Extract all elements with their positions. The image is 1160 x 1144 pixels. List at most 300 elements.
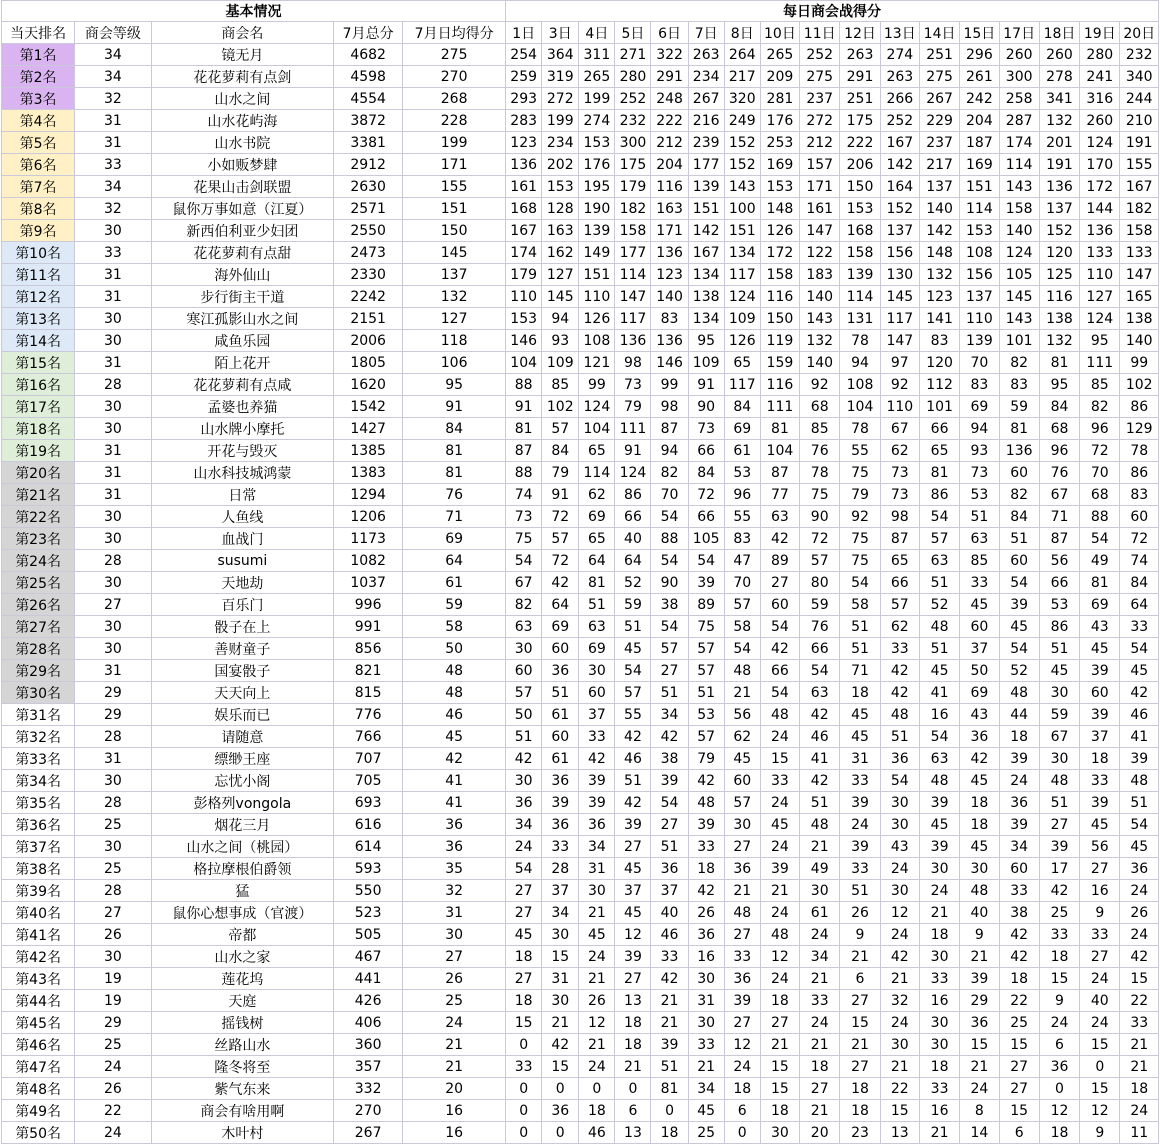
july-total-cell: 4682 bbox=[334, 44, 403, 66]
daily-score-cell: 136 bbox=[506, 154, 542, 176]
daily-score-cell: 210 bbox=[1120, 110, 1159, 132]
daily-score-cell: 74 bbox=[1120, 550, 1159, 572]
july-daily-avg-cell: 35 bbox=[403, 858, 506, 880]
level-cell: 30 bbox=[75, 220, 151, 242]
daily-score-cell: 45 bbox=[1080, 638, 1120, 660]
daily-score-cell: 45 bbox=[1120, 660, 1159, 682]
daily-score-cell: 172 bbox=[1080, 176, 1120, 198]
daily-score-cell: 39 bbox=[615, 814, 651, 836]
daily-score-cell: 64 bbox=[615, 550, 651, 572]
table-row bbox=[2, 902, 1159, 924]
daily-score-cell: 87 bbox=[1039, 528, 1079, 550]
level-cell: 31 bbox=[75, 440, 151, 462]
daily-score-cell: 15 bbox=[760, 1056, 799, 1078]
july-daily-avg-cell: 151 bbox=[403, 198, 506, 220]
july-daily-avg-cell: 27 bbox=[403, 946, 506, 968]
daily-score-cell: 87 bbox=[880, 528, 919, 550]
daily-score-cell: 216 bbox=[688, 110, 724, 132]
daily-score-cell: 62 bbox=[880, 440, 919, 462]
daily-score-cell: 137 bbox=[1039, 198, 1079, 220]
daily-score-cell: 72 bbox=[1080, 440, 1120, 462]
daily-score-cell: 33 bbox=[1039, 924, 1079, 946]
daily-score-cell: 283 bbox=[506, 110, 542, 132]
daily-score-cell: 55 bbox=[615, 704, 651, 726]
daily-score-cell: 54 bbox=[615, 660, 651, 682]
daily-score-cell: 81 bbox=[999, 418, 1039, 440]
daily-score-cell: 18 bbox=[579, 1100, 615, 1122]
rank-cell: 第29名 bbox=[2, 660, 75, 682]
daily-score-cell: 39 bbox=[542, 792, 579, 814]
guild-name-cell: 陌上花开 bbox=[151, 352, 334, 374]
daily-score-cell: 75 bbox=[506, 528, 542, 550]
daily-score-cell: 54 bbox=[651, 792, 688, 814]
daily-score-cell: 36 bbox=[999, 792, 1039, 814]
daily-score-cell: 202 bbox=[542, 154, 579, 176]
guild-name-cell: 烟花三月 bbox=[151, 814, 334, 836]
daily-score-cell: 21 bbox=[760, 880, 799, 902]
daily-score-cell: 176 bbox=[760, 110, 799, 132]
rank-cell: 第2名 bbox=[2, 66, 75, 88]
daily-score-cell: 251 bbox=[919, 44, 959, 66]
daily-score-cell: 99 bbox=[579, 374, 615, 396]
daily-score-cell: 114 bbox=[579, 462, 615, 484]
daily-score-cell: 45 bbox=[840, 726, 880, 748]
guild-name-cell: 缥缈王座 bbox=[151, 748, 334, 770]
daily-score-cell: 21 bbox=[800, 1100, 840, 1122]
daily-score-cell: 30 bbox=[688, 1012, 724, 1034]
daily-score-cell: 340 bbox=[1120, 66, 1159, 88]
daily-score-cell: 77 bbox=[760, 484, 799, 506]
daily-score-cell: 36 bbox=[1039, 1056, 1079, 1078]
daily-score-cell: 134 bbox=[724, 242, 760, 264]
daily-score-cell: 61 bbox=[800, 902, 840, 924]
daily-score-cell: 139 bbox=[840, 264, 880, 286]
daily-score-cell: 18 bbox=[760, 990, 799, 1012]
daily-score-cell: 27 bbox=[724, 1012, 760, 1034]
daily-score-cell: 70 bbox=[651, 484, 688, 506]
daily-score-cell: 199 bbox=[542, 110, 579, 132]
daily-score-cell: 68 bbox=[1080, 484, 1120, 506]
table-row bbox=[2, 242, 1159, 264]
daily-score-cell: 69 bbox=[579, 638, 615, 660]
july-daily-avg-cell: 50 bbox=[403, 638, 506, 660]
daily-score-cell: 52 bbox=[615, 572, 651, 594]
daily-score-cell: 41 bbox=[1120, 726, 1159, 748]
daily-score-cell: 34 bbox=[800, 946, 840, 968]
daily-score-cell: 40 bbox=[960, 902, 999, 924]
july-total-cell: 3872 bbox=[334, 110, 403, 132]
daily-score-cell: 232 bbox=[615, 110, 651, 132]
daily-score-cell: 60 bbox=[542, 726, 579, 748]
level-cell: 25 bbox=[75, 814, 151, 836]
daily-score-cell: 57 bbox=[919, 528, 959, 550]
daily-score-cell: 92 bbox=[800, 374, 840, 396]
daily-score-cell: 36 bbox=[542, 1100, 579, 1122]
daily-score-cell: 39 bbox=[999, 814, 1039, 836]
daily-score-cell: 24 bbox=[724, 1056, 760, 1078]
rank-cell: 第28名 bbox=[2, 638, 75, 660]
july-daily-avg-cell: 81 bbox=[403, 462, 506, 484]
rank-cell: 第37名 bbox=[2, 836, 75, 858]
daily-score-cell: 86 bbox=[1120, 396, 1159, 418]
daily-score-cell: 110 bbox=[880, 396, 919, 418]
daily-score-cell: 136 bbox=[651, 242, 688, 264]
daily-score-cell: 161 bbox=[800, 198, 840, 220]
daily-score-cell: 27 bbox=[651, 660, 688, 682]
daily-score-cell: 38 bbox=[651, 748, 688, 770]
level-cell: 30 bbox=[75, 836, 151, 858]
daily-score-cell: 75 bbox=[800, 484, 840, 506]
daily-score-cell: 40 bbox=[615, 528, 651, 550]
july-daily-avg-cell: 127 bbox=[403, 308, 506, 330]
july-daily-avg-cell: 58 bbox=[403, 616, 506, 638]
guild-name-cell: 木叶村 bbox=[151, 1122, 334, 1144]
rank-cell: 第6名 bbox=[2, 154, 75, 176]
daily-score-cell: 36 bbox=[688, 924, 724, 946]
daily-score-cell: 201 bbox=[1039, 132, 1079, 154]
daily-score-cell: 32 bbox=[880, 990, 919, 1012]
daily-score-cell: 9 bbox=[1039, 990, 1079, 1012]
daily-score-cell: 137 bbox=[960, 286, 999, 308]
table-row bbox=[2, 220, 1159, 242]
daily-score-cell: 12 bbox=[880, 902, 919, 924]
july-total-cell: 2242 bbox=[334, 286, 403, 308]
daily-score-cell: 45 bbox=[1039, 660, 1079, 682]
daily-score-cell: 51 bbox=[800, 792, 840, 814]
daily-score-cell: 79 bbox=[688, 748, 724, 770]
daily-score-cell: 21 bbox=[960, 946, 999, 968]
table-row bbox=[2, 1012, 1159, 1034]
daily-score-cell: 140 bbox=[919, 198, 959, 220]
rank-cell: 第46名 bbox=[2, 1034, 75, 1056]
daily-score-cell: 47 bbox=[724, 550, 760, 572]
daily-score-cell: 30 bbox=[579, 660, 615, 682]
daily-score-cell: 48 bbox=[960, 880, 999, 902]
daily-score-cell: 82 bbox=[999, 352, 1039, 374]
daily-score-cell: 30 bbox=[506, 638, 542, 660]
daily-score-cell: 20 bbox=[800, 1122, 840, 1144]
july-total-cell: 550 bbox=[334, 880, 403, 902]
daily-score-cell: 84 bbox=[999, 506, 1039, 528]
daily-score-cell: 18 bbox=[1039, 1122, 1079, 1144]
level-cell: 27 bbox=[75, 594, 151, 616]
rank-cell: 第26名 bbox=[2, 594, 75, 616]
daily-score-cell: 33 bbox=[651, 946, 688, 968]
daily-score-cell: 15 bbox=[542, 946, 579, 968]
daily-score-cell: 150 bbox=[840, 176, 880, 198]
daily-score-cell: 96 bbox=[1080, 418, 1120, 440]
table-row bbox=[2, 946, 1159, 968]
daily-score-cell: 167 bbox=[1120, 176, 1159, 198]
daily-score-cell: 66 bbox=[760, 660, 799, 682]
daily-score-cell: 112 bbox=[919, 374, 959, 396]
daily-score-cell: 21 bbox=[651, 990, 688, 1012]
daily-score-cell: 274 bbox=[579, 110, 615, 132]
daily-score-cell: 60 bbox=[760, 594, 799, 616]
july-daily-avg-cell: 46 bbox=[403, 704, 506, 726]
daily-score-cell: 204 bbox=[651, 154, 688, 176]
daily-score-cell: 13 bbox=[615, 990, 651, 1012]
daily-score-cell: 21 bbox=[880, 1056, 919, 1078]
daily-score-cell: 58 bbox=[840, 594, 880, 616]
daily-score-cell: 75 bbox=[840, 528, 880, 550]
daily-score-cell: 9 bbox=[1080, 1122, 1120, 1144]
table-row bbox=[2, 770, 1159, 792]
column-header-row bbox=[2, 22, 1159, 44]
table-row bbox=[2, 440, 1159, 462]
daily-score-cell: 46 bbox=[800, 726, 840, 748]
july-daily-avg-cell: 64 bbox=[403, 550, 506, 572]
daily-score-cell: 254 bbox=[506, 44, 542, 66]
daily-score-cell: 136 bbox=[651, 330, 688, 352]
daily-score-cell: 63 bbox=[960, 528, 999, 550]
daily-score-cell: 87 bbox=[651, 418, 688, 440]
daily-score-cell: 138 bbox=[1039, 308, 1079, 330]
column-header: 10日 bbox=[760, 22, 799, 44]
daily-score-cell: 33 bbox=[724, 946, 760, 968]
july-daily-avg-cell: 199 bbox=[403, 132, 506, 154]
column-header: 7月日均得分 bbox=[403, 22, 506, 44]
daily-score-cell: 30 bbox=[919, 1012, 959, 1034]
july-total-cell: 705 bbox=[334, 770, 403, 792]
guild-name-cell: 摇钱树 bbox=[151, 1012, 334, 1034]
daily-score-cell: 48 bbox=[880, 704, 919, 726]
daily-score-cell: 108 bbox=[960, 242, 999, 264]
daily-score-cell: 56 bbox=[724, 704, 760, 726]
daily-score-cell: 45 bbox=[615, 902, 651, 924]
level-cell: 28 bbox=[75, 726, 151, 748]
guild-name-cell: 海外仙山 bbox=[151, 264, 334, 286]
july-total-cell: 693 bbox=[334, 792, 403, 814]
july-total-cell: 523 bbox=[334, 902, 403, 924]
daily-score-cell: 95 bbox=[688, 330, 724, 352]
daily-score-cell: 30 bbox=[800, 880, 840, 902]
daily-score-cell: 168 bbox=[840, 220, 880, 242]
rank-cell: 第48名 bbox=[2, 1078, 75, 1100]
guild-name-cell: 格拉摩根伯爵领 bbox=[151, 858, 334, 880]
table-row bbox=[2, 154, 1159, 176]
daily-score-cell: 27 bbox=[840, 1056, 880, 1078]
daily-score-cell: 6 bbox=[999, 1122, 1039, 1144]
daily-score-cell: 75 bbox=[688, 616, 724, 638]
daily-score-cell: 64 bbox=[579, 550, 615, 572]
daily-score-cell: 54 bbox=[919, 726, 959, 748]
daily-score-cell: 49 bbox=[1080, 550, 1120, 572]
daily-score-cell: 21 bbox=[724, 880, 760, 902]
table-row bbox=[2, 308, 1159, 330]
daily-score-cell: 61 bbox=[542, 704, 579, 726]
daily-score-cell: 24 bbox=[1120, 880, 1159, 902]
july-daily-avg-cell: 268 bbox=[403, 88, 506, 110]
rank-cell: 第1名 bbox=[2, 44, 75, 66]
daily-score-cell: 156 bbox=[880, 242, 919, 264]
july-daily-avg-cell: 32 bbox=[403, 880, 506, 902]
daily-score-cell: 153 bbox=[542, 176, 579, 198]
rank-cell: 第11名 bbox=[2, 264, 75, 286]
rank-cell: 第4名 bbox=[2, 110, 75, 132]
daily-score-cell: 123 bbox=[919, 286, 959, 308]
daily-score-cell: 33 bbox=[1120, 616, 1159, 638]
daily-score-cell: 34 bbox=[688, 1078, 724, 1100]
table-row bbox=[2, 572, 1159, 594]
july-daily-avg-cell: 41 bbox=[403, 792, 506, 814]
daily-score-cell: 21 bbox=[724, 682, 760, 704]
table-row bbox=[2, 1056, 1159, 1078]
daily-score-cell: 93 bbox=[542, 330, 579, 352]
rank-cell: 第41名 bbox=[2, 924, 75, 946]
daily-score-cell: 199 bbox=[579, 88, 615, 110]
daily-score-cell: 89 bbox=[760, 550, 799, 572]
daily-score-cell: 67 bbox=[880, 418, 919, 440]
daily-score-cell: 76 bbox=[800, 440, 840, 462]
daily-score-cell: 124 bbox=[999, 242, 1039, 264]
level-cell: 30 bbox=[75, 308, 151, 330]
july-total-cell: 2330 bbox=[334, 264, 403, 286]
guild-name-cell: 镜无月 bbox=[151, 44, 334, 66]
daily-score-cell: 24 bbox=[1080, 1012, 1120, 1034]
daily-score-cell: 249 bbox=[724, 110, 760, 132]
guild-name-cell: 请随意 bbox=[151, 726, 334, 748]
guild-name-cell: 骰子在上 bbox=[151, 616, 334, 638]
table-row bbox=[2, 880, 1159, 902]
daily-score-cell: 140 bbox=[800, 286, 840, 308]
daily-score-cell: 39 bbox=[840, 836, 880, 858]
daily-score-cell: 9 bbox=[960, 924, 999, 946]
daily-score-cell: 263 bbox=[840, 44, 880, 66]
daily-score-cell: 132 bbox=[1039, 110, 1079, 132]
daily-score-cell: 18 bbox=[840, 682, 880, 704]
daily-score-cell: 30 bbox=[1039, 748, 1079, 770]
guild-name-cell: 娱乐而已 bbox=[151, 704, 334, 726]
daily-score-cell: 51 bbox=[615, 616, 651, 638]
july-daily-avg-cell: 145 bbox=[403, 242, 506, 264]
daily-score-cell: 136 bbox=[1080, 220, 1120, 242]
daily-score-cell: 21 bbox=[651, 1012, 688, 1034]
daily-score-cell: 18 bbox=[1120, 1078, 1159, 1100]
daily-score-cell: 36 bbox=[880, 748, 919, 770]
rank-cell: 第32名 bbox=[2, 726, 75, 748]
daily-score-cell: 170 bbox=[1080, 154, 1120, 176]
daily-score-cell: 137 bbox=[880, 220, 919, 242]
daily-score-cell: 46 bbox=[615, 748, 651, 770]
daily-score-cell: 253 bbox=[760, 132, 799, 154]
column-header: 1日 bbox=[506, 22, 542, 44]
daily-score-cell: 99 bbox=[1120, 352, 1159, 374]
july-total-cell: 2550 bbox=[334, 220, 403, 242]
daily-score-cell: 124 bbox=[1080, 132, 1120, 154]
daily-score-cell: 171 bbox=[651, 220, 688, 242]
daily-score-cell: 15 bbox=[1039, 968, 1079, 990]
daily-score-cell: 45 bbox=[960, 594, 999, 616]
daily-score-cell: 42 bbox=[880, 682, 919, 704]
ranking-table bbox=[1, 0, 1159, 1144]
daily-score-cell: 30 bbox=[960, 858, 999, 880]
daily-score-cell: 84 bbox=[1120, 572, 1159, 594]
daily-score-cell: 152 bbox=[880, 198, 919, 220]
daily-score-cell: 14 bbox=[960, 1122, 999, 1144]
daily-score-cell: 79 bbox=[615, 396, 651, 418]
daily-score-cell: 151 bbox=[960, 176, 999, 198]
daily-score-cell: 39 bbox=[1080, 660, 1120, 682]
daily-score-cell: 84 bbox=[724, 396, 760, 418]
daily-score-cell: 158 bbox=[760, 264, 799, 286]
july-total-cell: 815 bbox=[334, 682, 403, 704]
daily-score-cell: 91 bbox=[506, 396, 542, 418]
daily-score-cell: 116 bbox=[760, 374, 799, 396]
daily-score-cell: 119 bbox=[760, 330, 799, 352]
daily-score-cell: 291 bbox=[651, 66, 688, 88]
daily-score-cell: 46 bbox=[1120, 704, 1159, 726]
daily-score-cell: 60 bbox=[960, 616, 999, 638]
daily-score-cell: 51 bbox=[615, 770, 651, 792]
daily-score-cell: 30 bbox=[688, 968, 724, 990]
daily-score-cell: 148 bbox=[760, 198, 799, 220]
daily-score-cell: 81 bbox=[760, 418, 799, 440]
level-cell: 29 bbox=[75, 704, 151, 726]
daily-score-cell: 63 bbox=[800, 682, 840, 704]
july-total-cell: 1805 bbox=[334, 352, 403, 374]
daily-score-cell: 102 bbox=[1120, 374, 1159, 396]
daily-score-cell: 73 bbox=[615, 374, 651, 396]
daily-score-cell: 75 bbox=[840, 462, 880, 484]
daily-score-cell: 237 bbox=[919, 132, 959, 154]
july-total-cell: 1542 bbox=[334, 396, 403, 418]
daily-score-cell: 0 bbox=[542, 1122, 579, 1144]
daily-score-cell: 39 bbox=[579, 792, 615, 814]
daily-score-cell: 81 bbox=[506, 418, 542, 440]
daily-score-cell: 96 bbox=[1039, 440, 1079, 462]
daily-score-cell: 86 bbox=[1120, 462, 1159, 484]
daily-score-cell: 30 bbox=[579, 880, 615, 902]
table-row bbox=[2, 682, 1159, 704]
daily-score-cell: 18 bbox=[615, 1012, 651, 1034]
daily-score-cell: 36 bbox=[724, 858, 760, 880]
guild-name-cell: 天地劫 bbox=[151, 572, 334, 594]
daily-score-cell: 69 bbox=[960, 682, 999, 704]
daily-score-cell: 16 bbox=[919, 990, 959, 1012]
daily-score-cell: 120 bbox=[919, 352, 959, 374]
daily-score-cell: 18 bbox=[1039, 946, 1079, 968]
july-daily-avg-cell: 36 bbox=[403, 814, 506, 836]
daily-score-cell: 27 bbox=[999, 1078, 1039, 1100]
daily-score-cell: 275 bbox=[800, 66, 840, 88]
rank-cell: 第17名 bbox=[2, 396, 75, 418]
column-header: 当天排名 bbox=[2, 22, 75, 44]
rank-cell: 第50名 bbox=[2, 1122, 75, 1144]
level-cell: 34 bbox=[75, 176, 151, 198]
daily-score-cell: 21 bbox=[760, 1034, 799, 1056]
daily-score-cell: 93 bbox=[960, 440, 999, 462]
daily-score-cell: 124 bbox=[1080, 308, 1120, 330]
daily-score-cell: 21 bbox=[840, 946, 880, 968]
daily-score-cell: 80 bbox=[800, 572, 840, 594]
daily-score-cell: 60 bbox=[999, 858, 1039, 880]
july-total-cell: 360 bbox=[334, 1034, 403, 1056]
daily-score-cell: 108 bbox=[840, 374, 880, 396]
july-total-cell: 1620 bbox=[334, 374, 403, 396]
daily-score-cell: 139 bbox=[688, 176, 724, 198]
daily-score-cell: 54 bbox=[1120, 814, 1159, 836]
daily-score-cell: 126 bbox=[724, 330, 760, 352]
daily-score-cell: 43 bbox=[1080, 616, 1120, 638]
daily-score-cell: 152 bbox=[724, 132, 760, 154]
level-cell: 19 bbox=[75, 968, 151, 990]
daily-score-cell: 27 bbox=[615, 836, 651, 858]
daily-score-cell: 51 bbox=[651, 1056, 688, 1078]
column-header: 7月总分 bbox=[334, 22, 403, 44]
daily-score-cell: 21 bbox=[579, 1034, 615, 1056]
daily-score-cell: 151 bbox=[579, 264, 615, 286]
